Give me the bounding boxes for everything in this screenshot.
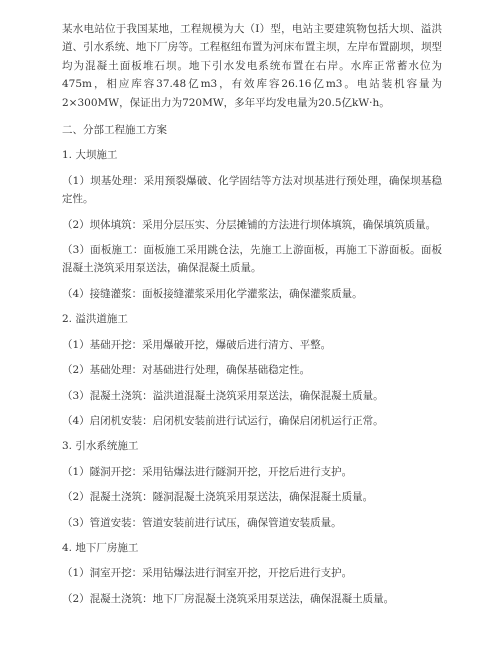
list-item: （4）接缝灌浆：面板接缝灌浆采用化学灌浆法，确保灌浆质量。 (62, 287, 363, 300)
list-item: （1）隧洞开挖：采用钻爆法进行隧洞开挖，开挖后进行支护。 (62, 465, 353, 478)
list-item: （2）混凝土浇筑：隧洞混凝土浇筑采用泵送法，确保混凝土质量。 (62, 491, 374, 504)
subsection-heading-diversion: 3. 引水系统施工 (62, 440, 139, 453)
list-item: （3）管道安装：管道安装前进行试压，确保管道安装质量。 (62, 516, 342, 529)
list-item: （3）面板施工：面板施工采用跳仓法，先施工上游面板，再施工下游面板。面板混凝土浇筑采用泵送法，确保混凝土质量。 (62, 244, 442, 275)
list-item: （1）基础开挖：采用爆破开挖，爆破后进行清方、平整。 (62, 338, 332, 351)
subsection-heading-dam: 1. 大坝施工 (62, 149, 118, 162)
list-item: （4）启闭机安装：启闭机安装前进行试运行，确保启闭机运行正常。 (62, 414, 384, 427)
list-item: （1）坝基处理：采用预裂爆破、化学固结等方法对坝基进行预处理，确保坝基稳定性。 (62, 174, 442, 206)
list-item: （1）洞室开挖：采用钻爆法进行洞室开挖，开挖后进行支护。 (62, 567, 353, 580)
list-item: （2）混凝土浇筑：地下厂房混凝土浇筑采用泵送法，确保混凝土质量。 (62, 592, 395, 605)
list-item: （2）坝体填筑：采用分层压实、分层摊铺的方法进行坝体填筑，确保填筑质量。 (62, 218, 437, 231)
section-heading: 二、分部工程施工方案 (62, 124, 167, 137)
subsection-heading-spillway: 2. 溢洪道施工 (62, 313, 128, 326)
list-item: （3）混凝土浇筑：溢洪道混凝土浇筑采用泵送法，确保混凝土质量。 (62, 389, 384, 402)
subsection-heading-powerhouse: 4. 地下厂房施工 (62, 541, 139, 554)
intro-paragraph: 某水电站位于我国某地，工程规模为大（I）型，电站主要建筑物包括大坝、溢洪道、引水系统、地下厂房等。工程枢纽布置为河床布置主坝，左岸布置副坝，坝型均为混凝土面板堆石坝。地下引水发电系统布置在右岸。水库正常蓄水位为 475m，相应库容37.48亿m3，有效库容26.16亿m3。电站装机容量为2×300MW，保证出力为720MW，多年平均发电量为20.5亿kW·h。 (62, 23, 442, 109)
list-item: （2）基础处理：对基础进行处理，确保基础稳定性。 (62, 364, 311, 377)
